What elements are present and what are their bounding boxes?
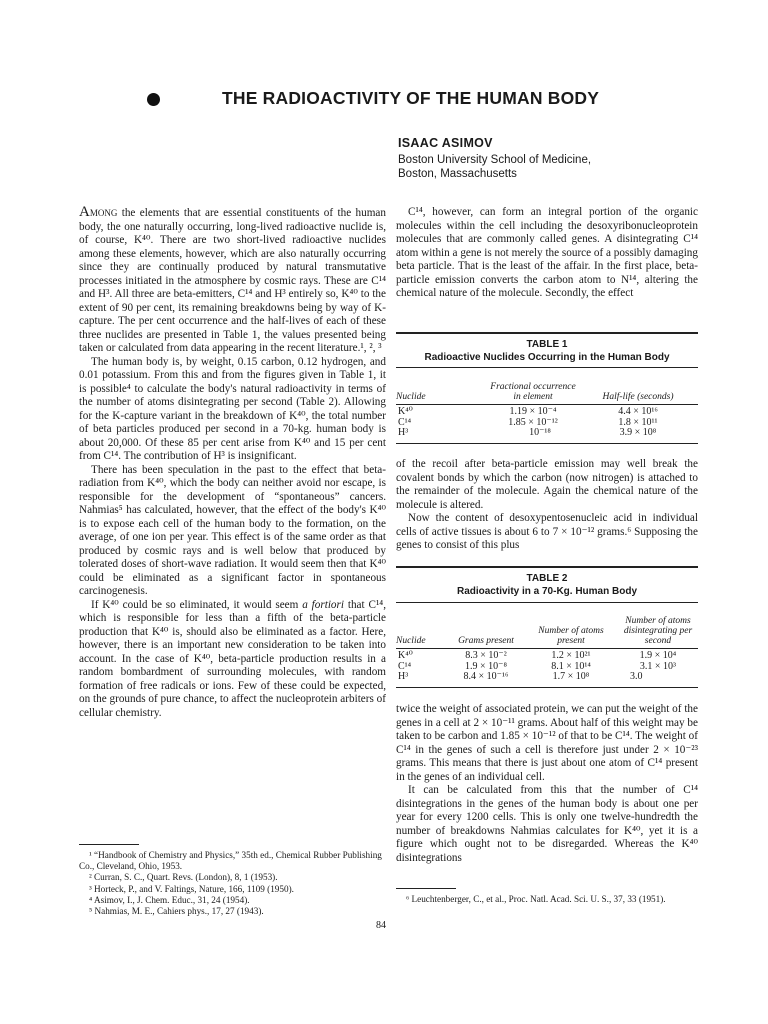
- footnote-rule-right: [396, 888, 456, 889]
- table-1-bottom-rule: [396, 443, 698, 444]
- page-number: 84: [376, 920, 386, 931]
- paragraph-4: [79, 599, 386, 721]
- table-2: [396, 566, 698, 688]
- small-caps-lead: MONG: [89, 208, 118, 218]
- footnote: ¹ “Handbook of Chemistry and Physics,” 35th ed., Chemical Rubber Publishing Co., Cleveland, Ohio, 1953.: [79, 850, 382, 872]
- paragraph-1: [79, 206, 386, 356]
- table-cell: 3.9 × 10⁸: [619, 427, 657, 438]
- table-1-header-row: [396, 368, 698, 404]
- paragraph-3: There has been speculation in the past to the effect that beta-radiation from K⁴⁰, which the body can neither avoid nor escape, is responsible for the development of “spontaneous” cancers. Nahmias⁵ has calculated, however, that the effect of the body's K⁴⁰ is to expose each cell of the human body to the formation, on the average, of one ion per year. This effect is of the same order as that produced by cosmic rays and is well below that produced by tolerated doses of short-wave radiation. It would seem then that K⁴⁰ could be eliminated as a significant factor in spontaneous carcinogenesis.: [79, 463, 386, 597]
- paragraph-2: The human body is, by weight, 0.15 carbon, 0.12 hydrogen, and 0.01 potassium. From this and from the figures given in Table 1, it is possible⁴ to calculate the body's natural radioactivity in terms of the number of atoms disintegrating per second (Table 2). Allowing for the K-capture variant in the breakdown of K⁴⁰, the total number of beta particles produced per second in a 70-kg. human body is about 20,000. Of these 85 per cent arise from K⁴⁰ and 15 per cent from C¹⁴. The contribution of H³ is insignificant.: [79, 355, 386, 462]
- table-cell: 3.0: [630, 671, 643, 682]
- table-cell: 4.4 × 10¹⁶: [618, 406, 658, 417]
- paragraph-1-text: the elements that are essential constituents of the human body, the one naturally occurring, long-lived radioactive nuclide is, of course, K⁴⁰. There are two short-lived radioactive nuclides among these elements, however, which are also naturally occurring since they are continually produced by natural transmutative processes initiated in the atmosphere by cosmic rays. These are C¹⁴ and H³. All three are beta-emitters, C¹⁴ and H³ entirely so, K⁴⁰ to the extent of 90 per cent, its remaining breakdowns being by way of K-capture. The per cent occurrence and the half-lives of each of these three nuclides are presented in Table 1, the values presented being taken or calculated from data appearing in the recent literature.¹, ², ³: [79, 207, 386, 354]
- table-cell: 1.85 × 10⁻¹²: [508, 416, 558, 428]
- paragraph-4-italic: a fortiori: [302, 598, 344, 611]
- author-block: [398, 136, 718, 181]
- table-cell: 1.2 × 10²¹: [551, 650, 591, 661]
- table-2-bottom-rule: [396, 687, 698, 688]
- paragraph-9: It can be calculated from this that the number of C¹⁴ disintegrations in the genes of the human body is about one per year for every 1200 cells. This is only one twelve-hundredth the number of breakdowns Nahmias calculates for K⁴⁰, yet it is a figure which ought not to be disregarded. Whereas the K⁴⁰ disintegrations: [396, 784, 698, 864]
- table-cell: K⁴⁰: [398, 650, 413, 661]
- table-1-header-occurrence: Fractional occurrence in element: [490, 382, 576, 402]
- article-title: THE RADIOACTIVITY OF THE HUMAN BODY: [222, 88, 600, 108]
- footnotes-right: [396, 894, 698, 905]
- table-cell: 1.7 × 10⁸: [552, 671, 590, 682]
- table-1-caption: Radioactive Nuclides Occurring in the Human Body: [424, 352, 670, 363]
- table-1-top-rule: [396, 332, 698, 334]
- table-cell: 8.3 × 10⁻²: [465, 650, 507, 661]
- table-cell: 1.9 × 10⁻⁸: [465, 660, 507, 672]
- table-2-header-row: [396, 603, 698, 648]
- table-1-header-halflife: Half-life (seconds): [602, 392, 674, 402]
- right-column-bottom: [396, 703, 698, 865]
- paragraph-7: Now the content of desoxypentosenucleic acid in individual cells of active tissues is about 6 to 7 × 10⁻¹² grams.⁶ Supposing the genes to consist of this plus: [396, 512, 698, 551]
- table-2-body: [396, 649, 698, 683]
- footnote: ⁴ Asimov, I., J. Chem. Educ., 31, 24 (1954).: [89, 894, 250, 905]
- bullet-mark: [147, 93, 160, 106]
- table-row: [396, 662, 698, 673]
- table-2-header-nuclide: Nuclide: [396, 636, 426, 646]
- table-cell: 10⁻¹⁸: [529, 427, 551, 438]
- table-cell: 8.4 × 10⁻¹⁶: [463, 671, 509, 682]
- table-1-header-nuclide: Nuclide: [396, 392, 426, 402]
- table-cell: H³: [398, 671, 409, 682]
- table-2-header-disintegrating: Number of atoms disintegrating per second: [623, 616, 693, 646]
- footnote: ² Curran, S. C., Quart. Revs. (London), 8, 1 (1953).: [89, 872, 278, 883]
- paragraph-5: C¹⁴, however, can form an integral portion of the organic molecules within the cell including the desoxyribonucleoprotein molecules that are commonly called genes. A disintegrating C¹⁴ atom within a gene is not merely the source of a possibly damaging beta particle. That is the least of the affair. In the first place, beta-particle emission converts the carbon atom to N¹⁴, altering the chemical nature of the molecule. Secondly, the effect: [396, 206, 698, 299]
- paragraph-4-text-b: that C¹⁴, which is responsible for less than a fifth of the beta-particle production that K⁴⁰ is, should also be eliminated as a factor. Here, however, there is an important new consideration to be taken into account. In the case of K⁴⁰, beta-particle production results in a random bombardment of surrounding molecules, with random formation of free radicals or ions. Few of these could be expected, on the grounds of pure chance, to affect the nucleoprotein arbiters of cellular chemistry.: [79, 598, 386, 719]
- footnote: ⁶ Leuchtenberger, C., et al., Proc. Natl. Acad. Sci. U. S., 37, 33 (1951).: [406, 894, 666, 904]
- right-column-top: [396, 206, 698, 301]
- footnote: ³ Horteck, P., and V. Faltings, Nature, 166, 1109 (1950).: [89, 883, 294, 894]
- author-name: ISAAC ASIMOV: [398, 136, 493, 150]
- table-2-label: TABLE 2: [526, 573, 568, 584]
- paragraph-8: twice the weight of associated protein, we can put the weight of the genes in a cell at 2 × 10⁻¹¹ grams. About half of this weight may be taken to be carbon and 1.85 × 10⁻¹² of that to be C¹⁴. The weight of C¹⁴ in the genes of such a cell is therefore just under 2 × 10⁻²³ grams. This means that there is just about one atom of C¹⁴ present in the genes of an individual cell.: [396, 703, 698, 783]
- table-row: [396, 428, 698, 439]
- footnote-rule-left: [79, 844, 139, 845]
- table-cell: C¹⁴: [398, 416, 412, 428]
- table-cell: 1.8 × 10¹¹: [618, 416, 658, 428]
- table-row: [396, 651, 698, 662]
- table-2-top-rule: [396, 566, 698, 568]
- right-column-middle: [396, 458, 698, 553]
- paragraph-4-text-a: If K⁴⁰ could be so eliminated, it would seem: [91, 598, 303, 611]
- table-1-body: [396, 405, 698, 439]
- table-cell: 1.19 × 10⁻⁴: [509, 406, 557, 417]
- table-cell: 3.1 × 10³: [639, 660, 677, 672]
- table-2-caption: Radioactivity in a 70-Kg. Human Body: [456, 586, 638, 597]
- affiliation-line-2: Boston, Massachusetts: [398, 168, 517, 180]
- table-cell: K⁴⁰: [398, 406, 413, 417]
- table-1-label: TABLE 1: [526, 339, 568, 350]
- table-cell: H³: [398, 427, 409, 438]
- table-cell: 1.9 × 10⁴: [639, 650, 677, 661]
- table-cell: 8.1 × 10¹⁴: [551, 660, 591, 672]
- table-1: [396, 332, 698, 444]
- footnote: ⁵ Nahmias, M. E., Cahiers phys., 17, 27 (1943).: [89, 906, 264, 917]
- affiliation-line-1: Boston University School of Medicine,: [398, 154, 592, 166]
- table-row: [396, 672, 698, 683]
- footnotes-left: [79, 850, 386, 917]
- paragraph-6: of the recoil after beta-particle emission may well break the covalent bonds by which the carbon (now nitrogen) is attached to the remainder of the molecule. Again the chemical nature of the molecule is altered.: [396, 458, 698, 511]
- drop-cap: A: [79, 204, 90, 220]
- left-column: [79, 206, 386, 720]
- table-2-header-atoms: Number of atoms present: [538, 626, 604, 646]
- table-row: [396, 407, 698, 418]
- table-2-header-grams: Grams present: [458, 636, 514, 646]
- table-cell: C¹⁴: [398, 660, 412, 672]
